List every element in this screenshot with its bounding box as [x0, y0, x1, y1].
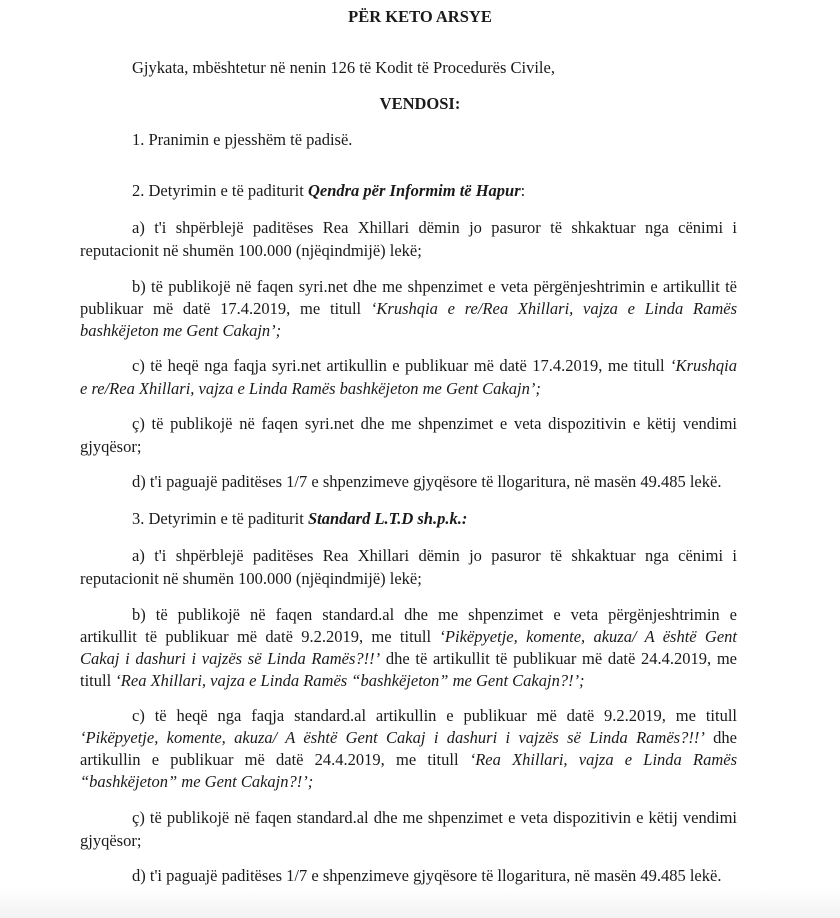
item3-d-line: d) t'i paguajë paditëses 1/7 e shpenzimeve gjyqësore të llogaritura, në masën 49.485 lekë.: [132, 866, 722, 885]
item2-a-line1: a) t'i shpërblejë paditëses Rea Xhillari dëmin jo pasuror të shkaktuar nga cënimi i: [132, 218, 737, 237]
item3-cc-line2: gjyqësor;: [80, 831, 142, 850]
decision-item-2: 2. Detyrimin e të paditurit Qendra për Informim të Hapur:: [132, 181, 526, 200]
item2-a-line2: reputacionit në shumën 100.000 (njëqindmijë) lekë;: [80, 241, 422, 260]
defendant-name: Qendra për Informim të Hapur: [307, 181, 521, 200]
item2-c-line2: e re/Rea Xhillari, vajza e Linda Ramës bashkëjeton me Gent Cakajn’;: [80, 379, 541, 398]
item2-c-line1: c) të heqë nga faqja syri.net artikullin e publikuar më datë 17.4.2019, me titull ‘Krushqia: [132, 356, 737, 375]
decision-heading: VENDOSI:: [379, 94, 461, 113]
item2-b-line3: bashkëjeton me Gent Cakajn’;: [80, 321, 282, 340]
item3-c-line3: artikullin e publikuar më datë 24.4.2019, me titull ‘Rea Xhillari, vajza e Linda Ramës: [80, 750, 737, 769]
item2-b-line1: b) të publikojë në faqen syri.net dhe me shpenzimet e veta përgënjeshtrimin e artikullit të: [132, 277, 737, 296]
decision-item-3: 3. Detyrimin e të paditurit Standard L.T.D sh.p.k.:: [132, 509, 468, 528]
intro-paragraph: Gjykata, mbështetur në nenin 126 të Kodit të Procedurës Civile,: [132, 58, 555, 77]
item3-cc-line1: ç) të publikojë në faqen standard.al dhe me shpenzimet e veta dispozitivin e këtij vendimi: [132, 808, 737, 827]
item3-b-line2: artikullit të publikuar më datë 9.2.2019, me titull ‘Pikëpyetje, komente, akuza/ A është Gent: [80, 627, 738, 646]
item2-cc-line2: gjyqësor;: [80, 437, 142, 456]
item3-a-line2: reputacionit në shumën 100.000 (njëqindmijë) lekë;: [80, 569, 422, 588]
item3-b-line3: Cakaj i dashuri i vajzës së Linda Ramës?!!’ dhe të artikullit të publikuar më datë 24.4.2019, me: [80, 649, 737, 668]
item2-d-line: d) t'i paguajë paditëses 1/7 e shpenzimeve gjyqësore të llogaritura, në masën 49.485 lekë.: [132, 472, 722, 491]
item3-c-line2: ‘Pikëpyetje, komente, akuza/ A është Gent Cakaj i dashuri i vajzës së Linda Ramës?!!’ dhe: [80, 728, 738, 747]
item3-c-line4: “bashkëjeton” me Gent Cakajn?!’;: [80, 772, 314, 791]
defendant-name: Standard L.T.D sh.p.k.:: [307, 509, 468, 528]
item3-b-line1: b) të publikojë në faqen standard.al dhe me shpenzimet e veta përgënjeshtrimin e: [132, 605, 737, 624]
page-bottom-shadow: [0, 888, 840, 918]
item3-a-line1: a) t'i shpërblejë paditëses Rea Xhillari dëmin jo pasuror të shkaktuar nga cënimi i: [132, 546, 737, 565]
item2-cc-line1: ç) të publikojë në faqen syri.net dhe me shpenzimet e veta dispozitivin e këtij vendimi: [132, 414, 737, 433]
decision-item-1: 1. Pranimin e pjesshëm të padisë.: [132, 130, 353, 149]
section-heading: PËR KETO ARSYE: [348, 7, 492, 26]
item2-b-line2: publikuar më datë 17.4.2019, me titull ‘Krushqia e re/Rea Xhillari, vajza e Linda Ramës: [80, 299, 737, 318]
item3-b-line4: titull ‘Rea Xhillari, vajza e Linda Ramës “bashkëjeton” me Gent Cakajn?!’;: [80, 671, 585, 690]
item3-c-line1: c) të heqë nga faqja standard.al artikullin e publikuar më datë 9.2.2019, me titull: [132, 706, 737, 725]
